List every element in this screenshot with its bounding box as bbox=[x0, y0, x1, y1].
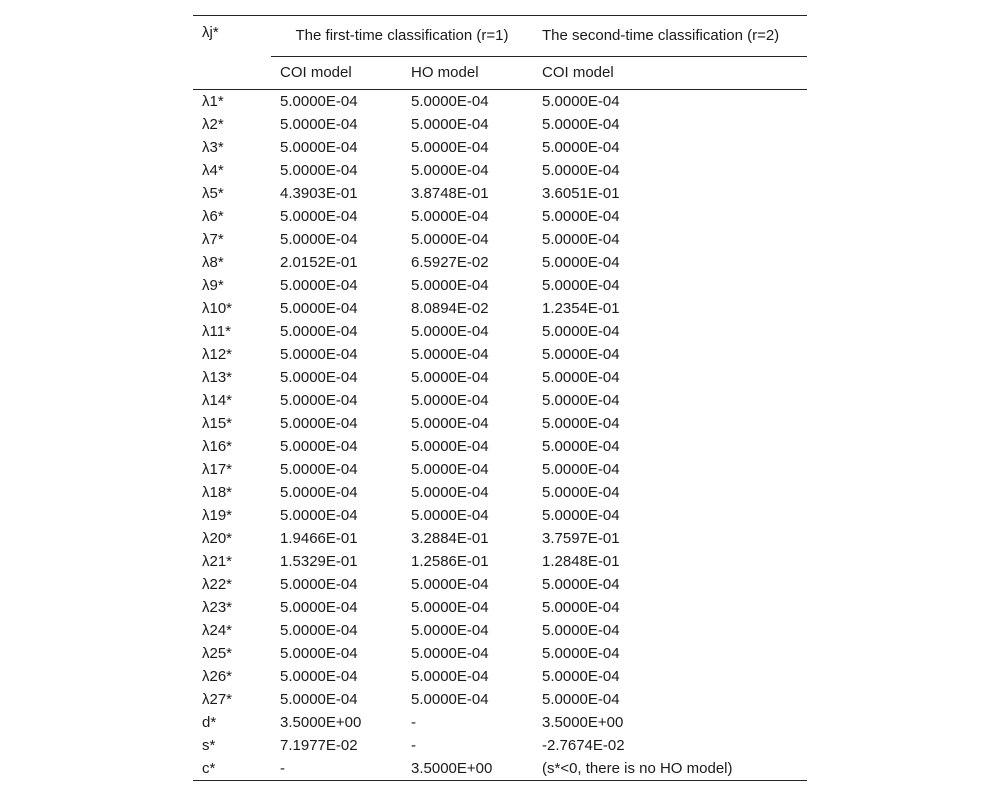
coi-first-value: 5.0000E-04 bbox=[280, 414, 358, 432]
row-label: λ7* bbox=[202, 230, 224, 248]
coi-second-value: 5.0000E-04 bbox=[542, 506, 620, 524]
coi-second-value: 5.0000E-04 bbox=[542, 138, 620, 156]
coi-first-value: 5.0000E-04 bbox=[280, 575, 358, 593]
ho-first-value: 5.0000E-04 bbox=[411, 115, 489, 133]
row-label: λ18* bbox=[202, 483, 233, 501]
coi-first-value: 5.0000E-04 bbox=[280, 621, 358, 639]
coi-first-value: 5.0000E-04 bbox=[280, 460, 358, 478]
coi-first-value: 1.9466E-01 bbox=[280, 529, 358, 547]
ho-first-value: 5.0000E-04 bbox=[411, 138, 489, 156]
coi-second-value: 3.7597E-01 bbox=[542, 529, 620, 547]
table-row bbox=[193, 642, 807, 665]
ho-first-value: 8.0894E-02 bbox=[411, 299, 489, 317]
ho-first-value: 5.0000E-04 bbox=[411, 690, 489, 708]
table-row bbox=[193, 274, 807, 297]
corner-header: λj* bbox=[193, 16, 271, 57]
table-row bbox=[193, 711, 807, 734]
sub-header-ho-first: HO model bbox=[402, 56, 533, 89]
table-header bbox=[193, 16, 807, 90]
ho-first-value: - bbox=[411, 713, 416, 731]
sub-header-coi-first: COI model bbox=[271, 56, 402, 89]
row-label: s* bbox=[202, 736, 216, 754]
row-label: λ25* bbox=[202, 644, 233, 662]
row-label: λ8* bbox=[202, 253, 224, 271]
row-label: λ9* bbox=[202, 276, 224, 294]
table-row bbox=[193, 297, 807, 320]
row-label: λ17* bbox=[202, 460, 233, 478]
coi-second-value: 5.0000E-04 bbox=[542, 207, 620, 225]
ho-first-value: 5.0000E-04 bbox=[411, 483, 489, 501]
ho-first-value: 5.0000E-04 bbox=[411, 368, 489, 386]
table-row bbox=[193, 619, 807, 642]
ho-first-value: 5.0000E-04 bbox=[411, 437, 489, 455]
table-row bbox=[193, 458, 807, 481]
ho-first-value: 6.5927E-02 bbox=[411, 253, 489, 271]
table-row bbox=[193, 596, 807, 619]
coi-second-value: (s*<0, there is no HO model) bbox=[533, 757, 807, 781]
row-label: λ12* bbox=[202, 345, 233, 363]
ho-first-value: 5.0000E-04 bbox=[411, 391, 489, 409]
table-row bbox=[193, 665, 807, 688]
coi-second-value: 5.0000E-04 bbox=[542, 322, 620, 340]
row-label: λ21* bbox=[202, 552, 233, 570]
table-row bbox=[193, 159, 807, 182]
table-row bbox=[193, 481, 807, 504]
ho-first-value: 5.0000E-04 bbox=[411, 506, 489, 524]
ho-first-value: 3.8748E-01 bbox=[411, 184, 489, 202]
row-label: λ15* bbox=[202, 414, 233, 432]
ho-first-value: 5.0000E-04 bbox=[411, 460, 489, 478]
row-label: λ13* bbox=[202, 368, 233, 386]
row-label: λ11* bbox=[202, 322, 231, 340]
ho-first-value: 5.0000E-04 bbox=[411, 621, 489, 639]
table-row bbox=[193, 412, 807, 435]
coi-second-value: 1.2848E-01 bbox=[542, 552, 620, 570]
table-row bbox=[193, 734, 807, 757]
table-row bbox=[193, 688, 807, 711]
coi-first-value: 7.1977E-02 bbox=[280, 736, 358, 754]
ho-first-value: 3.2884E-01 bbox=[411, 529, 489, 547]
ho-first-value: 5.0000E-04 bbox=[411, 414, 489, 432]
row-label: λ2* bbox=[202, 115, 224, 133]
coi-first-value: 5.0000E-04 bbox=[280, 368, 358, 386]
coi-second-value: 5.0000E-04 bbox=[542, 115, 620, 133]
coi-second-value: 5.0000E-04 bbox=[542, 92, 620, 110]
coi-first-value: 4.3903E-01 bbox=[280, 184, 358, 202]
coi-first-value: 5.0000E-04 bbox=[280, 690, 358, 708]
results-table bbox=[193, 15, 807, 781]
coi-first-value: 5.0000E-04 bbox=[280, 644, 358, 662]
coi-second-value: 5.0000E-04 bbox=[542, 483, 620, 501]
coi-first-value: 3.5000E+00 bbox=[280, 713, 362, 731]
coi-first-value: 5.0000E-04 bbox=[280, 483, 358, 501]
row-label: λ5* bbox=[202, 184, 224, 202]
table-row bbox=[193, 527, 807, 550]
table-row bbox=[193, 504, 807, 527]
coi-second-value: 5.0000E-04 bbox=[542, 667, 620, 685]
row-label: λ6* bbox=[202, 207, 224, 225]
row-label: λ4* bbox=[202, 161, 224, 179]
table-row bbox=[193, 113, 807, 136]
coi-first-value: 5.0000E-04 bbox=[280, 92, 358, 110]
table-row bbox=[193, 573, 807, 596]
coi-first-value: 2.0152E-01 bbox=[280, 253, 358, 271]
corner-header-blank bbox=[193, 56, 271, 89]
ho-first-value: 1.2586E-01 bbox=[411, 552, 489, 570]
row-label: λ26* bbox=[202, 667, 233, 685]
group-header-second-time: The second-time classification (r=2) bbox=[533, 16, 807, 57]
coi-second-value: 5.0000E-04 bbox=[542, 414, 620, 432]
group-header-first-time: The first-time classification (r=1) bbox=[271, 16, 533, 57]
row-label: λ1* bbox=[202, 92, 224, 110]
coi-second-value: -2.7674E-02 bbox=[542, 736, 625, 754]
header-row-models bbox=[193, 56, 807, 89]
coi-first-value: 5.0000E-04 bbox=[280, 437, 358, 455]
coi-first-value: 5.0000E-04 bbox=[280, 161, 358, 179]
coi-second-value: 5.0000E-04 bbox=[542, 644, 620, 662]
row-label: λ3* bbox=[202, 138, 224, 156]
coi-second-value: 3.6051E-01 bbox=[542, 184, 620, 202]
ho-first-value: 5.0000E-04 bbox=[411, 322, 489, 340]
coi-second-value: 5.0000E-04 bbox=[542, 690, 620, 708]
coi-first-value: 5.0000E-04 bbox=[280, 207, 358, 225]
ho-first-value: 5.0000E-04 bbox=[411, 598, 489, 616]
coi-first-value: 5.0000E-04 bbox=[280, 345, 358, 363]
coi-first-value: 5.0000E-04 bbox=[280, 598, 358, 616]
coi-first-value: 5.0000E-04 bbox=[280, 506, 358, 524]
coi-second-value: 5.0000E-04 bbox=[542, 575, 620, 593]
row-label: λ23* bbox=[202, 598, 233, 616]
coi-second-value: 5.0000E-04 bbox=[542, 161, 620, 179]
sub-header-coi-second: COI model bbox=[533, 56, 807, 89]
row-label: λ20* bbox=[202, 529, 233, 547]
coi-first-value: 5.0000E-04 bbox=[280, 230, 358, 248]
row-label: λ27* bbox=[202, 690, 233, 708]
coi-second-value: 5.0000E-04 bbox=[542, 460, 620, 478]
row-label: λ19* bbox=[202, 506, 233, 524]
table-row bbox=[193, 435, 807, 458]
results-table-container bbox=[193, 15, 807, 781]
table-row bbox=[193, 320, 807, 343]
coi-first-value: 5.0000E-04 bbox=[280, 391, 358, 409]
ho-first-value: 3.5000E+00 bbox=[402, 757, 533, 781]
coi-first-value: 5.0000E-04 bbox=[280, 322, 358, 340]
ho-first-value: 5.0000E-04 bbox=[411, 667, 489, 685]
coi-second-value: 5.0000E-04 bbox=[542, 598, 620, 616]
table-row bbox=[193, 251, 807, 274]
table-row bbox=[193, 136, 807, 159]
coi-first-value: 5.0000E-04 bbox=[280, 115, 358, 133]
coi-second-value: 1.2354E-01 bbox=[542, 299, 620, 317]
ho-first-value: 5.0000E-04 bbox=[411, 161, 489, 179]
ho-first-value: 5.0000E-04 bbox=[411, 345, 489, 363]
ho-first-value: 5.0000E-04 bbox=[411, 230, 489, 248]
table-row bbox=[193, 757, 807, 781]
table-row bbox=[193, 389, 807, 412]
row-label: λ14* bbox=[202, 391, 233, 409]
ho-first-value: 5.0000E-04 bbox=[411, 207, 489, 225]
coi-second-value: 5.0000E-04 bbox=[542, 345, 620, 363]
coi-second-value: 3.5000E+00 bbox=[542, 713, 624, 731]
table-row bbox=[193, 89, 807, 113]
table-row bbox=[193, 366, 807, 389]
coi-first-value: 5.0000E-04 bbox=[280, 276, 358, 294]
table-body bbox=[193, 89, 807, 780]
table-row bbox=[193, 205, 807, 228]
coi-second-value: 5.0000E-04 bbox=[542, 253, 620, 271]
table-row bbox=[193, 343, 807, 366]
table-row bbox=[193, 550, 807, 573]
row-label: λ22* bbox=[202, 575, 233, 593]
ho-first-value: 5.0000E-04 bbox=[411, 276, 489, 294]
row-label: λ10* bbox=[202, 299, 233, 317]
coi-second-value: 5.0000E-04 bbox=[542, 437, 620, 455]
row-label: d* bbox=[202, 713, 217, 731]
header-row-groups bbox=[193, 16, 807, 57]
coi-second-value: 5.0000E-04 bbox=[542, 391, 620, 409]
row-label: λ24* bbox=[202, 621, 233, 639]
coi-first-value: - bbox=[271, 757, 402, 781]
coi-first-value: 5.0000E-04 bbox=[280, 138, 358, 156]
ho-first-value: - bbox=[411, 736, 416, 754]
coi-first-value: 5.0000E-04 bbox=[280, 299, 358, 317]
coi-second-value: 5.0000E-04 bbox=[542, 621, 620, 639]
coi-first-value: 1.5329E-01 bbox=[280, 552, 358, 570]
row-label: λ16* bbox=[202, 437, 233, 455]
coi-first-value: 5.0000E-04 bbox=[280, 667, 358, 685]
coi-second-value: 5.0000E-04 bbox=[542, 368, 620, 386]
ho-first-value: 5.0000E-04 bbox=[411, 575, 489, 593]
table-row bbox=[193, 182, 807, 205]
ho-first-value: 5.0000E-04 bbox=[411, 92, 489, 110]
ho-first-value: 5.0000E-04 bbox=[411, 644, 489, 662]
row-label: c* bbox=[193, 757, 271, 781]
table-row bbox=[193, 228, 807, 251]
coi-second-value: 5.0000E-04 bbox=[542, 230, 620, 248]
coi-second-value: 5.0000E-04 bbox=[542, 276, 620, 294]
